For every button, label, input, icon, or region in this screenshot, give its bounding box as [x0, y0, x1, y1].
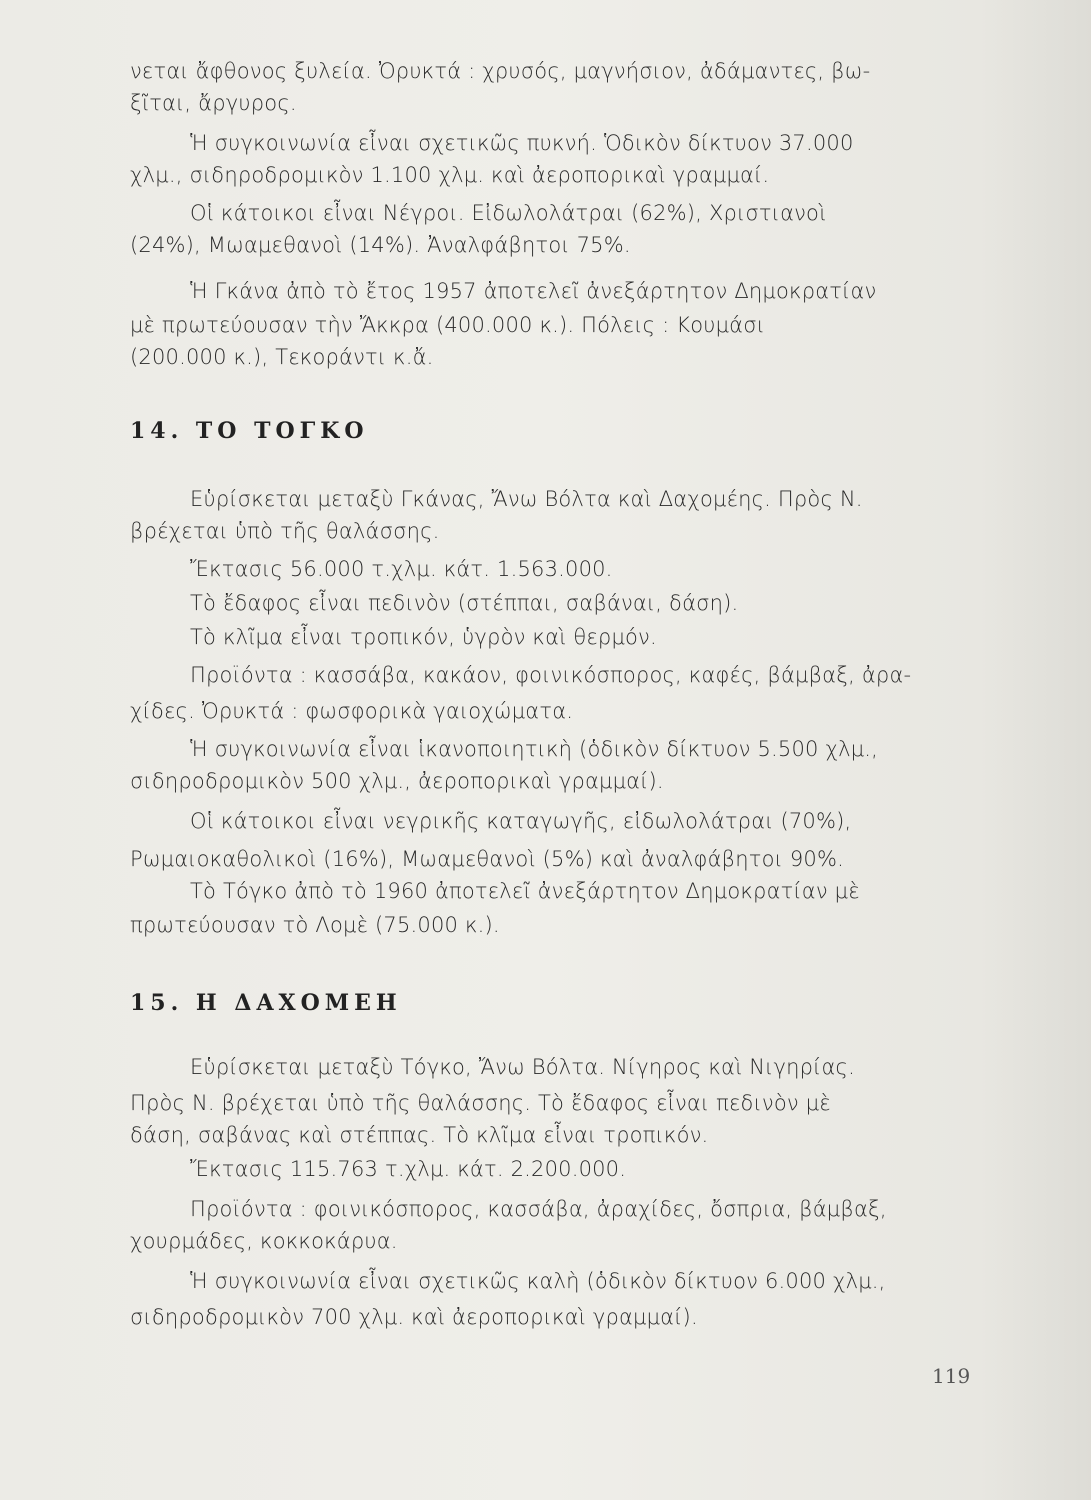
text-line: Οἱ κάτοικοι εἶναι νεγρικῆς καταγωγῆς, εἰδωλολάτραι (70%),: [190, 809, 852, 833]
text-line: χλμ., σιδηροδρομικὸν 1.100 χλμ. καὶ ἀεροπορικαὶ γραμμαί.: [130, 163, 770, 187]
text-line: Ἡ Γκάνα ἀπὸ τὸ ἔτος 1957 ἀποτελεῖ ἀνεξάρτητον Δημοκρατίαν: [190, 279, 877, 303]
text-line: χίδες. Ὀρυκτά : φωσφορικὰ γαιοχώματα.: [130, 699, 574, 723]
text-line: δάση, σαβάνας καὶ στέππας. Τὸ κλῖμα εἶναι τροπικόν.: [130, 1123, 709, 1147]
section-heading-dahomey: 15. Η ΔΑΧΟΜΕΗ: [130, 990, 402, 1016]
text-line: Ἔκτασις 115.763 τ.χλμ. κάτ. 2.200.000.: [190, 1157, 627, 1181]
text-line: σιδηροδρομικὸν 500 χλμ., ἀεροπορικαὶ γραμμαί).: [130, 769, 664, 793]
text-line: μὲ πρωτεύουσαν τὴν Ἄκκρα (400.000 κ.). Πόλεις : Κουμάσι: [130, 313, 766, 337]
text-line: Ἡ συγκοινωνία εἶναι σχετικῶς καλὴ (ὁδικὸν δίκτυον 6.000 χλμ.,: [190, 1269, 886, 1293]
text-line: (24%), Μωαμεθανοὶ (14%). Ἀναλφάβητοι 75%.: [130, 233, 631, 257]
text-line: Ἡ συγκοινωνία εἶναι σχετικῶς πυκνή. Ὁδικὸν δίκτυον 37.000: [190, 131, 854, 155]
text-line: βρέχεται ὑπὸ τῆς θαλάσσης.: [130, 519, 440, 543]
text-line: Πρὸς Ν. βρέχεται ὑπὸ τῆς θαλάσσης. Τὸ ἔδαφος εἶναι πεδινὸν μὲ: [130, 1091, 831, 1115]
text-line: σιδηροδρομικὸν 700 χλμ. καὶ ἀεροπορικαὶ γραμμαί).: [130, 1305, 698, 1329]
page-edge-shadow: [981, 0, 1091, 1500]
text-line: Εὑρίσκεται μεταξὺ Γκάνας, Ἄνω Βόλτα καὶ Δαχομέης. Πρὸς Ν.: [190, 487, 863, 511]
page-number: 119: [932, 1364, 971, 1388]
text-line: Προϊόντα : κασσάβα, κακάον, φοινικόσπορος, καφές, βάμβαξ, ἀρα-: [190, 663, 912, 687]
section-heading-togo: 14. ΤΟ ΤΟΓΚΟ: [130, 418, 369, 444]
text-line: Τὸ κλῖμα εἶναι τροπικόν, ὑγρὸν καὶ θερμόν.: [190, 625, 657, 649]
text-line: Οἱ κάτοικοι εἶναι Νέγροι. Εἰδωλολάτραι (62%), Χριστιανοὶ: [190, 201, 827, 225]
text-line: (200.000 κ.), Τεκοράντι κ.ἄ.: [130, 345, 434, 369]
text-line: νεται ἄφθονος ξυλεία. Ὀρυκτά : χρυσός, μαγνήσιον, ἀδάμαντες, βω-: [130, 59, 871, 83]
text-line: Ἔκτασις 56.000 τ.χλμ. κάτ. 1.563.000.: [190, 557, 613, 581]
text-line: Τὸ ἔδαφος εἶναι πεδινὸν (στέππαι, σαβάναι, δάση).: [190, 591, 739, 615]
text-line: Ἡ συγκοινωνία εἶναι ἱκανοποιητικὴ (ὁδικὸν δίκτυον 5.500 χλμ.,: [190, 737, 879, 761]
text-line: Ρωμαιοκαθολικοὶ (16%), Μωαμεθανοὶ (5%) καὶ ἀναλφάβητοι 90%.: [130, 847, 844, 871]
text-line: χουρμάδες, κοκκοκάρυα.: [130, 1229, 398, 1253]
text-line: Προϊόντα : φοινικόσπορος, κασσάβα, ἀραχίδες, ὄσπρια, βάμβαξ,: [190, 1197, 887, 1221]
text-line: πρωτεύουσαν τὸ Λομὲ (75.000 κ.).: [130, 913, 500, 937]
text-line: Εὑρίσκεται μεταξὺ Τόγκο, Ἄνω Βόλτα. Νίγηρος καὶ Νιγηρίας.: [190, 1055, 855, 1079]
text-line: Τὸ Τόγκο ἀπὸ τὸ 1960 ἀποτελεῖ ἀνεξάρτητον Δημοκρατίαν μὲ: [190, 879, 860, 903]
text-line: ξῖται, ἄργυρος.: [130, 91, 297, 115]
